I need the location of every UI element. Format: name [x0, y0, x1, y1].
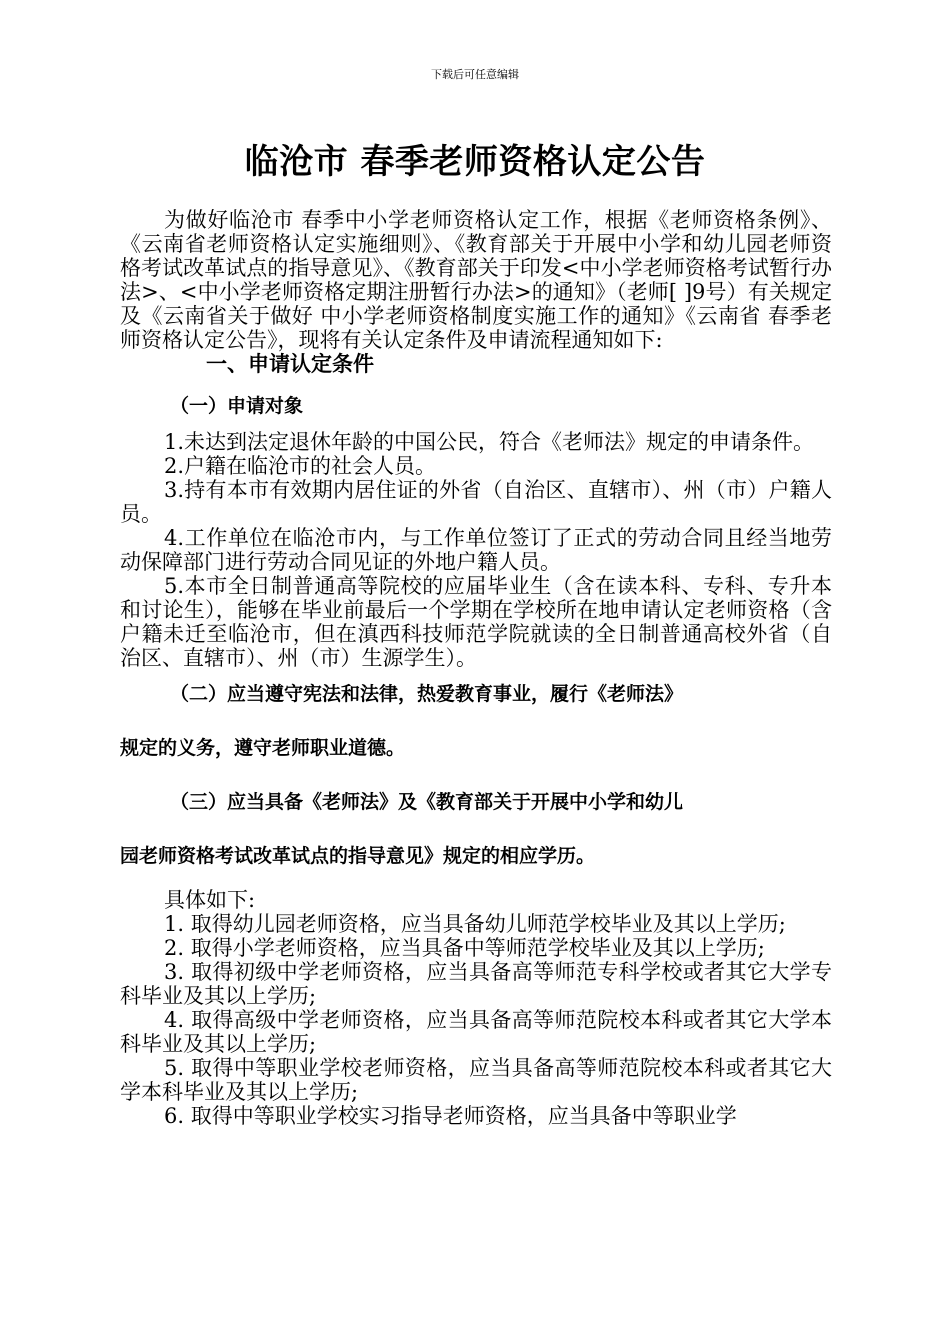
list-item: 5. 取得中等职业学校老师资格，应当具备高等师范院校本科或者其它大学本科毕业及其以上学历;: [120, 1056, 832, 1104]
list-item: 2. 取得小学老师资格，应当具备中等师范学校毕业及其以上学历;: [164, 936, 765, 960]
intro-paragraph: 为做好临沧市 春季中小学老师资格认定工作，根据《老师资格条例》、《云南省老师资格认定实施细则》、《教育部关于开展中小学和幼儿园老师资格考试改革试点的指导意见》、《教育部关于印发<中小学老师资格考试暂行办法>、<中小学老师资格定期注册暂行办法>的通知》（老师[ ]9号）有关规定及《云南省关于做好 中小学老师资格制度实施工作的通知》《云南省 春季老师资格认定公告》，现将有关认定条件及申请流程通知如下:: [120, 208, 832, 352]
list-item: 5.本市全日制普通高等院校的应届毕业生（含在读本科、专科、专升本和讨论生），能够在毕业前最后一个学期在学校所在地申请认定老师资格（含户籍未迁至临沧市，但在滇西科技师范学院就读的全日制普通高校外省（自治区、直辖市）、州（市）生源学生）。: [120, 574, 832, 670]
list-item: 1.未达到法定退休年龄的中国公民，符合《老师法》规定的申请条件。: [164, 430, 815, 454]
subsection-heading-1: （一）申请对象: [170, 395, 304, 417]
document-body: [120, 208, 832, 1128]
detail-intro: 具体如下:: [164, 888, 256, 912]
list-item: 3.持有本市有效期内居住证的外省（自治区、直辖市）、州（市）户籍人员。: [120, 478, 832, 526]
header-note: 下载后可任意编辑: [431, 68, 519, 81]
subsection-2: [120, 682, 832, 760]
page-title: 临沧市 春季老师资格认定公告: [244, 142, 706, 182]
list-item: 2.户籍在临沧市的社会人员。: [164, 454, 437, 478]
list-item: 6. 取得中等职业学校实习指导老师资格，应当具备中等职业学: [164, 1104, 737, 1128]
subsection-3-line-1: （三）应当具备《老师法》及《教育部关于开展中小学和幼儿: [170, 791, 684, 813]
list-item: 4.工作单位在临沧市内，与工作单位签订了正式的劳动合同且经当地劳动保障部门进行劳动合同见证的外地户籍人员。: [120, 526, 832, 574]
subsection-2-line-1: （二）应当遵守宪法和法律，热爱教育事业，履行《老师法》: [170, 683, 684, 705]
subsection-3: [120, 790, 832, 868]
section-heading-1: 一、申请认定条件: [206, 352, 374, 376]
list-item: 4. 取得高级中学老师资格，应当具备高等师范院校本科或者其它大学本科毕业及其以上学历;: [120, 1008, 832, 1056]
subsection-2-line-2: 规定的义务，遵守老师职业道德。: [120, 737, 406, 759]
subsection-3-line-2: 园老师资格考试改革试点的指导意见》规定的相应学历。: [120, 845, 596, 867]
list-item: 3. 取得初级中学老师资格，应当具备高等师范专科学校或者其它大学专科毕业及其以上学历;: [120, 960, 832, 1008]
list-item: 1. 取得幼儿园老师资格，应当具备幼儿师范学校毕业及其以上学历;: [164, 912, 786, 936]
